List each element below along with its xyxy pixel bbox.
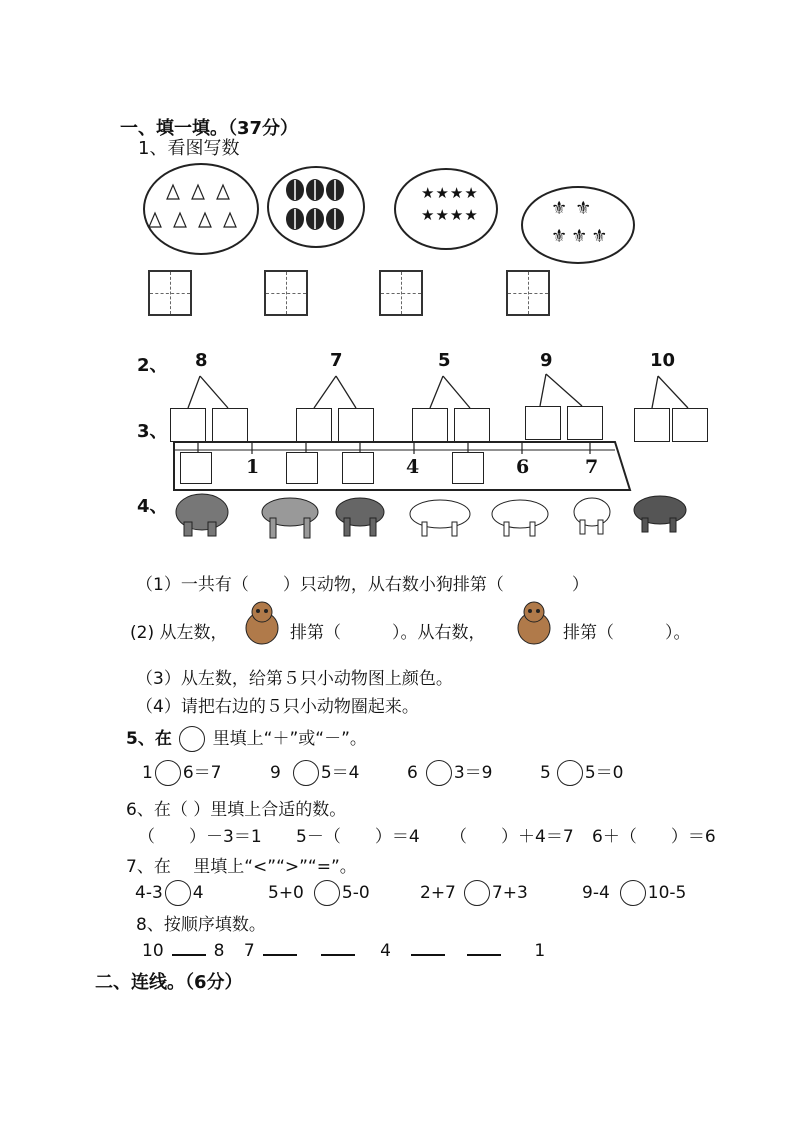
ruler-number: 6 [516,456,530,478]
q5-label-a: 5、在 [126,729,172,749]
seq-blank[interactable] [467,940,501,956]
seq-number: 8 [213,941,225,961]
q1-label: 1、看图写数 [138,138,240,159]
q4-sub1: （1）一共有（ ）只动物，从右数小狗排第（ ） [136,575,589,595]
q5-item [407,758,492,786]
answer-circle[interactable] [426,760,452,786]
animal-row [160,488,700,546]
q6-item: （ ）＋4＝7 [450,827,574,847]
star-icon: ★★★★ [421,184,479,202]
q6-item: 6＋（ ）＝6 [592,827,716,847]
tree-number: 10 [650,350,676,371]
tree-box[interactable] [525,406,561,440]
q4-sub4: （4）请把右边的５只小动物圈起来。 [136,697,419,717]
ruler-box[interactable] [452,452,484,484]
sheep-icon [492,500,548,536]
q4-sub3: （3）从左数，给第５只小动物图上颜色。 [136,669,453,689]
operand: 4 [192,883,204,903]
operand: 7+3 [491,883,528,903]
operand: 5 [540,763,551,783]
operand: 2+7 [420,883,456,903]
q5-item [270,758,359,786]
operand: 6＝7 [182,763,222,783]
q6-item: 5－（ ）＝4 [296,827,420,847]
ruler-box[interactable] [180,452,212,484]
seq-number: 7 [243,941,255,961]
answer-circle[interactable] [557,760,583,786]
operand: 5＝0 [584,763,624,783]
flower-icon: ⚜⚜⚜ [551,226,612,247]
cow-icon [512,598,560,648]
elephant-icon [176,494,228,536]
seq-blank[interactable] [321,940,355,956]
operator-circle [179,726,205,752]
operand: 9 [270,763,281,783]
q4-sub2-c: 排第（ ）。 [563,623,691,643]
dog-icon [574,498,610,534]
seq-blank[interactable] [172,940,206,956]
q5-item [540,758,623,786]
ruler-number: 7 [585,456,599,478]
sheep-icon [410,500,470,536]
q7-item [135,880,204,906]
answer-circle[interactable] [314,880,340,906]
donkey-icon [336,498,384,536]
answer-circle[interactable] [293,760,319,786]
operand: 3＝9 [453,763,493,783]
q7-label: 7、在 里填上“<”“>”“=”。 [126,857,357,877]
q6-label: 6、在（ ）里填上合适的数。 [126,800,347,820]
seq-number: 4 [380,941,391,961]
operand: 1 [142,763,153,783]
ruler-box[interactable] [286,452,318,484]
operand: 4-3 [135,883,163,903]
seq-blank[interactable] [263,940,297,956]
operand: 6 [407,763,418,783]
tree-number: 8 [195,350,208,371]
q7-item [268,880,370,906]
seq-number: 10 [142,941,164,961]
q4-sub2-b: 排第（ ）。从右数， [290,623,486,643]
q7-item [582,880,686,906]
q2-label: 2、 [137,355,168,376]
q5-label [126,724,367,752]
operand: 5+0 [268,883,304,903]
q4-label: 4、 [137,496,168,517]
tree-box[interactable] [672,408,708,442]
answer-circle[interactable] [620,880,646,906]
tree-box[interactable] [567,406,603,440]
q7-item [420,880,528,906]
cow-icon [240,598,288,648]
seq-blank[interactable] [411,940,445,956]
flower-icon: ⚜⚜ [551,198,600,219]
q5-label-b: 里填上“＋”或“－”。 [212,729,367,749]
seq-number: 1 [534,941,546,961]
q6-item: （ ）－3＝1 [138,827,262,847]
answer-circle[interactable] [464,880,490,906]
donkey-icon [262,498,318,538]
operand: 5-0 [341,883,370,903]
answer-circle[interactable] [155,760,181,786]
ruler-number: 4 [406,456,420,478]
tree-number: 5 [438,350,451,371]
q3-label: 3、 [137,421,168,442]
q8-label: 8、按顺序填数。 [136,915,266,935]
answer-circle[interactable] [165,880,191,906]
dog-icon [634,496,686,532]
star-icon: ★★★★ [421,206,479,224]
operand: 10-5 [647,883,687,903]
tree-number: 7 [330,350,343,371]
q4-sub2-a: (2) 从左数， [130,623,228,643]
ruler-number: 1 [246,456,260,478]
section-title-2: 二、连线。（6分） [95,972,243,993]
tree-number: 9 [540,350,553,371]
ruler-box[interactable] [342,452,374,484]
q5-item [142,758,221,786]
operand: 9-4 [582,883,610,903]
operand: 5＝4 [320,763,360,783]
section-title-1: 一、填一填。（37分） [120,118,299,139]
q8-sequence [142,940,545,961]
